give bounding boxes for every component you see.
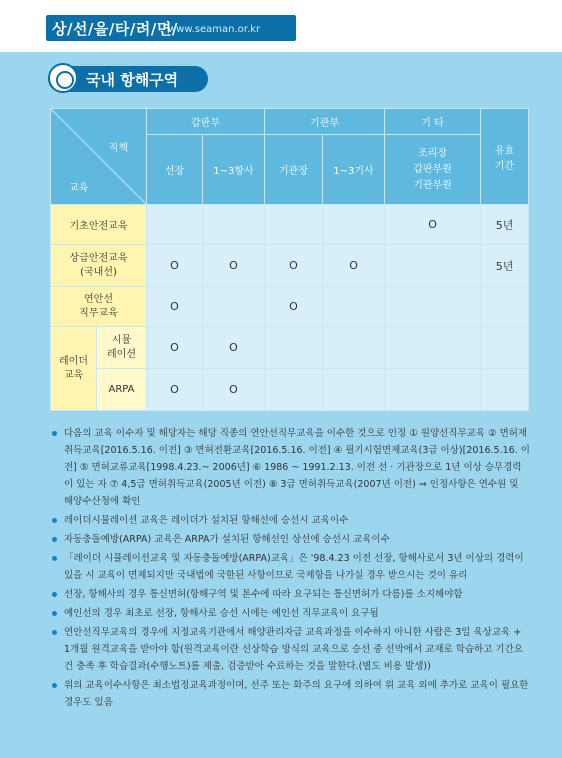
table-cell xyxy=(323,327,385,369)
table-cell xyxy=(323,369,385,411)
bullet-icon xyxy=(52,556,57,561)
table-cell: O xyxy=(265,287,323,327)
diag-bottom-label: 교육 xyxy=(69,183,89,194)
bullet-icon xyxy=(52,518,57,523)
table-cell xyxy=(385,287,481,327)
table-cell: O xyxy=(385,205,481,245)
diagonal-line xyxy=(51,109,147,205)
bullet-icon xyxy=(52,683,57,688)
table-cell xyxy=(323,205,385,245)
table-cell: O xyxy=(147,369,203,411)
group-engine: 기관부 xyxy=(265,109,385,135)
table-cell xyxy=(385,369,481,411)
bullet-icon xyxy=(52,630,57,635)
col-engineers: 1~3기사 xyxy=(323,135,385,205)
table-cell: O xyxy=(323,245,385,287)
validity-cell: 5년 xyxy=(481,205,529,245)
note-item: 위의 교육이수사항은 최소법정교육과정이며, 선주 또는 화주의 요구에 의하여 위 교육 외에 추가로 교육이 필요한 경우도 있음 xyxy=(50,677,530,711)
note-item: 예인선의 경우 최초로 선장, 항해사로 승선 시에는 예인선 직무교육이 요구됨 xyxy=(50,605,530,622)
bullet-icon xyxy=(52,431,57,436)
table-cell xyxy=(265,327,323,369)
page-header xyxy=(0,0,562,52)
table-cell xyxy=(385,327,481,369)
header-url: www.seaman.or.kr xyxy=(168,24,261,35)
table-cell: O xyxy=(203,327,265,369)
col-chief-engineer: 기관장 xyxy=(265,135,323,205)
validity-cell xyxy=(481,327,529,369)
radar-group-label: 레이더 교육 xyxy=(51,327,97,411)
notes-list xyxy=(50,425,530,713)
table-cell: O xyxy=(265,245,323,287)
table-cell: O xyxy=(203,245,265,287)
header-title: 상/선/을/타/려/면/ xyxy=(52,20,178,38)
bullet-icon xyxy=(52,537,57,542)
validity-cell xyxy=(481,369,529,411)
table-cell: O xyxy=(203,369,265,411)
validity-cell: 5년 xyxy=(481,245,529,287)
group-other: 기 타 xyxy=(385,109,481,135)
note-item: 선장, 항해사의 경우 통신면허(항해구역 및 톤수에 따라 요구되는 통신면허가 다름)를 소지해야함 xyxy=(50,586,530,603)
table-cell xyxy=(203,205,265,245)
table-cell xyxy=(265,369,323,411)
note-item: 「레이더 시뮬레이션교육 및 자동충돌예방(ARPA)교육」은 '98.4.23 이전 선장, 항해사로서 3년 이상의 경력이 있을 시 교육이 면제되지만 국내법에 국한된 사항이므로 국제항을 나가실 경우 받으시는 것이 유리 xyxy=(50,550,530,584)
table-cell: O xyxy=(147,287,203,327)
note-item: 레이더시뮬레이션 교육은 레이더가 설치된 항해선에 승선시 교육이수 xyxy=(50,512,530,529)
table-cell xyxy=(385,245,481,287)
row-label: 시뮬 레이션 xyxy=(97,327,147,369)
validity-header: 유효 기간 xyxy=(481,109,529,205)
row-label: 상급안전교육 (국내선) xyxy=(51,245,147,287)
col-captain: 선장 xyxy=(147,135,203,205)
group-deck: 갑판부 xyxy=(147,109,265,135)
diag-top-label: 직책 xyxy=(108,143,128,154)
table-cell xyxy=(203,287,265,327)
table-cell xyxy=(323,287,385,327)
col-mates: 1~3항사 xyxy=(203,135,265,205)
logo-icon xyxy=(48,63,78,93)
bullet-icon xyxy=(52,611,57,616)
note-item: 자동충돌예방(ARPA) 교육은 ARPA가 설치된 항해선인 상선에 승선시 교육이수 xyxy=(50,531,530,548)
note-item: 다음의 교육 이수자 및 해당자는 해당 직종의 연안선직무교육을 이수한 것으로 인정 ① 원양선직무교육 ② 면허재취득교육[2016.5.16. 이전] ③ 면허전환교육[2016.5.16. 이전] ④ 필기시험면제교육(3급 이상)[2016.5.16. 이전] ⑤ 면허교류교육[1998.4.23.~ 2006년] ⑥ 1986 ~ 1991.2.13. 이전 선 · 기관장으로 1년 이상 승무경력이 있는 자 ⑦ 4,5급 면허취득교육(2005년 이전) ⑧ 3급 면허취득교육(2007년 이전) ⇒ 인정사항은 연수원 및 해양수산청에 확인 xyxy=(50,425,530,510)
diagonal-header xyxy=(51,109,147,205)
section-title: 국내 항해구역 xyxy=(86,71,179,89)
table-cell xyxy=(147,205,203,245)
table-cell: O xyxy=(147,245,203,287)
education-table xyxy=(50,108,529,411)
table-cell xyxy=(265,205,323,245)
table-cell: O xyxy=(147,327,203,369)
row-label: 기초안전교육 xyxy=(51,205,147,245)
row-label: 연안선 직무교육 xyxy=(51,287,147,327)
col-crew: 조리장 갑판부원 기관부원 xyxy=(385,135,481,205)
validity-cell xyxy=(481,287,529,327)
note-item: 연안선직무교육의 경우에 지정교육기관에서 해양관리자급 교육과정을 이수하지 아니한 사람은 3일 육상교육 + 1개월 원격교육을 받아야 함(원격교육이란 선상학습 방식의 교육으로 승선 중 선박에서 교재로 학습하고 기간요건 충족 후 학습결과(수행노트)를 제출, 검증받아 수료하는 것을 말한다.(별도 비용 발생)) xyxy=(50,624,530,675)
bullet-icon xyxy=(52,592,57,597)
row-label: ARPA xyxy=(97,369,147,411)
